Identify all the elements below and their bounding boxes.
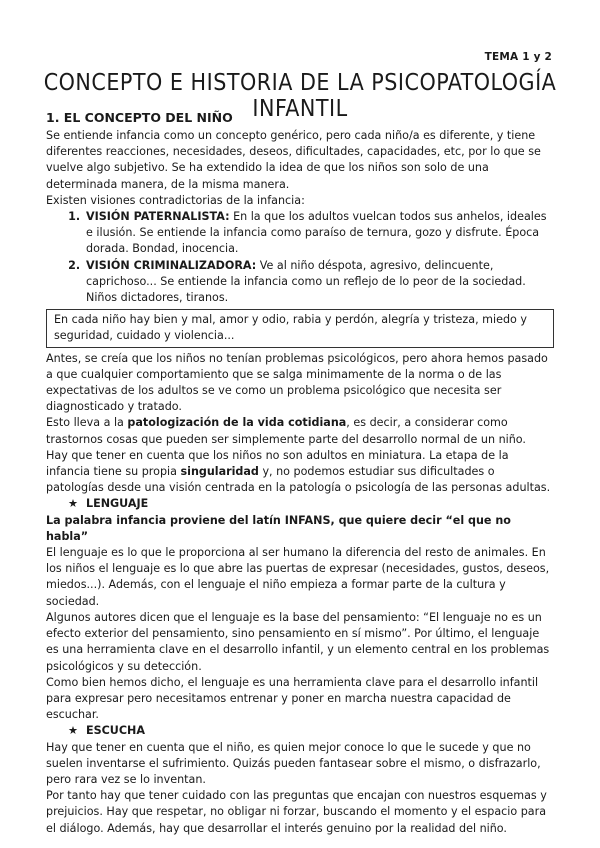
paragraph-escucha-1: Hay que tener en cuenta que el niño, es quien mejor conoce lo que le sucede y que no suelen inventarse el sufrimiento. Quizás pueden fantasear sobre el mismo, o disfrazarlo, pero rara vez se lo inventan. [46, 740, 541, 786]
document-body [46, 110, 554, 837]
list-item-text: Ve al niño déspota, agresivo, delincuente, caprichoso... Se entiende la infancia como un reflejo de lo peor de la sociedad. Niños dictadores, tiranos. [86, 258, 526, 305]
text-fragment: y, no podemos estudiar sus dificultades o patologías desde una visión centrada en la patología o psicología de las personas adultas. [46, 465, 551, 495]
paragraph-infans: La palabra infancia proviene del latín INFANS, que quiere decir “el que no habla” [46, 513, 511, 543]
visions-list [46, 209, 554, 306]
list-item-label: VISIÓN CRIMINALIZADORA: [86, 258, 257, 272]
text-fragment: , es decir, a considerar como trastornos cosas que pueden ser simplemente parte del desarrollo normal de un niño. [46, 416, 526, 446]
subsection-heading-text: ESCUCHA [86, 724, 145, 738]
bold-term: singularidad [180, 465, 259, 479]
paragraph-singularidad [46, 448, 554, 497]
paragraph-patologizacion [46, 415, 554, 447]
subsection-heading-lenguaje [46, 496, 554, 512]
star-icon: ★ [68, 724, 78, 738]
star-icon: ★ [68, 497, 78, 511]
text-fragment: Esto lleva a la [46, 416, 128, 430]
bold-term: patologización de la vida cotidiana [127, 416, 347, 430]
page-title: CONCEPTO E HISTORIA DE LA PSICOPATOLOGÍA INFANTIL [43, 70, 557, 122]
list-item-label: VISIÓN PATERNALISTA: [86, 210, 230, 224]
paragraph-lenguaje-3: Como bien hemos dicho, el lenguaje es una herramienta clave para el desarrollo infantil para expresar pero necesitamos entrenar y poner en marcha nuestra capacidad de escuchar. [46, 675, 539, 722]
section-heading-concepto: 1. EL CONCEPTO DEL NIÑO [46, 110, 233, 125]
text-fragment: Hay que tener en cuenta que los niños no son adultos en miniatura. La etapa de la infancia tiene su propia [46, 448, 509, 479]
paragraph-visions-intro: Existen visiones contradictorias de la infancia: [46, 193, 305, 207]
list-item [84, 209, 554, 258]
paragraph-escucha-2: Por tanto hay que tener cuidado con las preguntas que encajan con nuestros esquemas y prejuicios. Hay que respetar, no obligar ni forzar, buscando el momento y el espacio para el diálogo. Además, hay que desarrollar el interés genuino por la realidad del niño. [46, 789, 547, 835]
paragraph-lenguaje-2: Algunos autores dicen que el lenguaje es la base del pensamiento: “El lenguaje no es un efecto exterior del pensamiento, sino pensamiento en sí mismo”. Por último, el lenguaje es una herramienta clave en el desarrollo infantil, y un elemento central en los problemas psicológicos y su detección. [46, 610, 550, 673]
paragraph-lenguaje-1: El lenguaje es lo que le proporciona al ser humano la diferencia del resto de animales. En los niños el lenguaje es lo que abre las puertas de expresar (necesidades, gustos, deseos, miedos...). Además, con el lenguaje el niño empieza a formar parte de la cultura y sociedad. [46, 546, 550, 608]
subsection-heading-text: LENGUAJE [86, 497, 149, 511]
subsection-heading-escucha [46, 723, 554, 739]
list-item-text: En la que los adultos vuelcan todos sus anhelos, ideales e ilusión. Se entiende la infancia como paraíso de ternura, gozo y disfrute. Época dorada. Bondad, inocencia. [86, 210, 547, 256]
paragraph-antes: Antes, se creía que los niños no tenían problemas psicológicos, pero ahora hemos pasado a que cualquier comportamiento que se salga minimamente de la norma o de las expectativas de los adultos se ve como un problema psicológico que necesita ser diagnosticado y tratado. [46, 351, 548, 414]
highlight-box: En cada niño hay bien y mal, amor y odio, rabia y perdón, alegría y tristeza, miedo y seguridad, cuidado y violencia... [46, 309, 554, 347]
tema-label: TEMA 1 y 2 [484, 51, 552, 63]
paragraph-intro: Se entiende infancia como un concepto genérico, pero cada niño/a es diferente, y tiene diferentes reacciones, necesidades, deseos, dificultades, capacidades, etc, por lo que se vuelve algo subjetivo. Se ha extendido la idea de que los niños son solo de una determinada manera, de la misma manera. [46, 129, 541, 191]
list-item [84, 258, 554, 307]
